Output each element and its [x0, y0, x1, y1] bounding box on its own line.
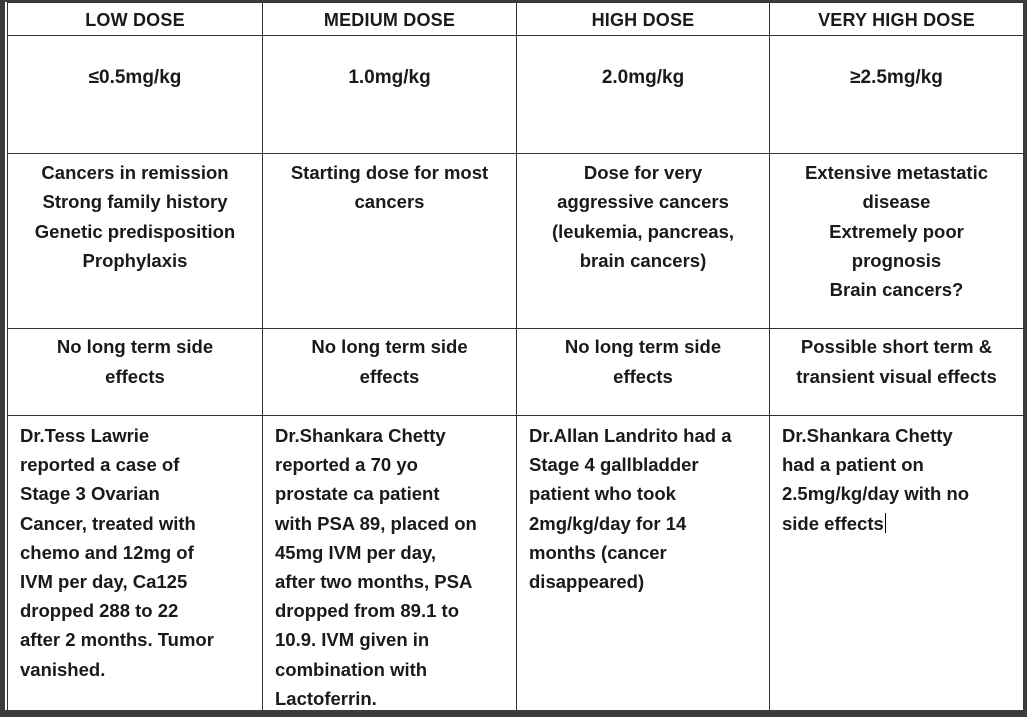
- text-line: transient visual effects: [796, 365, 997, 387]
- side-effects-cell-low: [8, 329, 263, 416]
- text-line: Extremely poor: [829, 220, 964, 242]
- text-line: with PSA 89, placed on: [275, 512, 477, 534]
- text-line: Dr.Shankara Chetty: [782, 425, 953, 446]
- side-effects-cell-medium: [263, 329, 517, 416]
- text-line: dropped from 89.1 to: [275, 600, 459, 622]
- dose-cell-very-high: ≥2.5mg/kg: [770, 36, 1024, 154]
- text-line: Genetic predisposition: [34, 220, 236, 242]
- dose-cell-low: ≤0.5mg/kg: [8, 36, 263, 154]
- text-line: prostate ca patient: [275, 483, 440, 505]
- dosage-table: [7, 2, 1024, 714]
- text-line: 2mg/kg/day for 14: [529, 512, 687, 534]
- text-line: after 2 months. Tumor: [20, 629, 214, 651]
- header-row: [8, 3, 1024, 36]
- side-effects-cell-very-high: [770, 329, 1024, 416]
- text-line: 45mg IVM per day,: [275, 541, 437, 563]
- text-line: months (cancer: [529, 541, 667, 563]
- text-line: cancers: [354, 191, 425, 213]
- text-line: Dr.Shankara Chetty: [275, 425, 446, 446]
- side-effects-cell-high: [517, 329, 770, 416]
- text-line: vanished.: [20, 658, 106, 680]
- header-high-dose: HIGH DOSE: [517, 3, 770, 36]
- text-line: effects: [359, 365, 420, 387]
- text-line: reported a case of: [20, 454, 180, 476]
- text-line: Strong family history: [42, 191, 228, 213]
- dose-cell-high: 2.0mg/kg: [517, 36, 770, 154]
- text-line: Stage 3 Ovarian: [20, 483, 160, 505]
- text-line: Starting dose for most: [290, 162, 489, 183]
- text-line: Cancers in remission: [41, 162, 229, 183]
- text-line: disappeared): [529, 571, 645, 593]
- case-cell-medium: [263, 416, 517, 714]
- text-line: Dr.Allan Landrito had a: [529, 425, 732, 446]
- cases-row: [8, 416, 1024, 714]
- text-line: 10.9. IVM given in: [275, 629, 430, 651]
- text-line: effects: [105, 365, 165, 387]
- text-line: Lactoferrin.: [275, 687, 377, 709]
- indications-cell-high: [517, 154, 770, 329]
- dose-row: [8, 36, 1024, 154]
- dose-cell-medium: 1.0mg/kg: [263, 36, 517, 154]
- case-cell-low: [8, 416, 263, 714]
- indications-row: [8, 154, 1024, 329]
- indications-cell-low: [8, 154, 263, 329]
- text-line: No long term side: [56, 336, 214, 357]
- text-line: effects: [613, 365, 673, 387]
- text-line: Stage 4 gallbladder: [529, 454, 699, 476]
- text-line: disease: [862, 191, 931, 213]
- text-line: No long term side: [311, 336, 468, 357]
- text-line: side effects: [782, 512, 884, 534]
- indications-cell-medium: [263, 154, 517, 329]
- text-line: combination with: [275, 658, 428, 680]
- text-line: reported a 70 yo: [275, 454, 418, 476]
- text-line: had a patient on: [782, 454, 924, 476]
- text-line: chemo and 12mg of: [20, 541, 194, 563]
- text-line: Brain cancers?: [829, 279, 964, 301]
- header-very-high-dose: VERY HIGH DOSE: [770, 3, 1024, 36]
- text-line: prognosis: [851, 249, 942, 271]
- text-line: brain cancers): [579, 249, 707, 271]
- text-line: patient who took: [529, 483, 676, 505]
- indications-cell-very-high: [770, 154, 1024, 329]
- case-cell-very-high[interactable]: [770, 416, 1024, 714]
- text-line: aggressive cancers: [557, 191, 729, 213]
- text-line: after two months, PSA: [275, 571, 473, 593]
- text-cursor: [885, 513, 886, 533]
- text-line: Cancer, treated with: [20, 512, 196, 534]
- text-line: Prophylaxis: [82, 249, 188, 271]
- text-line: 2.5mg/kg/day with no: [782, 483, 970, 505]
- header-medium-dose: MEDIUM DOSE: [263, 3, 517, 36]
- side-effects-row: [8, 329, 1024, 416]
- header-low-dose: LOW DOSE: [8, 3, 263, 36]
- text-line: (leukemia, pancreas,: [551, 220, 734, 242]
- text-line: No long term side: [564, 336, 722, 357]
- text-line: IVM per day, Ca125: [20, 571, 188, 593]
- case-cell-high: [517, 416, 770, 714]
- text-line: dropped 288 to 22: [20, 600, 179, 622]
- text-line: Extensive metastatic: [804, 162, 989, 183]
- text-line: Dose for very: [583, 162, 703, 183]
- text-line: Dr.Tess Lawrie: [20, 425, 150, 446]
- text-line: Possible short term &: [800, 336, 993, 357]
